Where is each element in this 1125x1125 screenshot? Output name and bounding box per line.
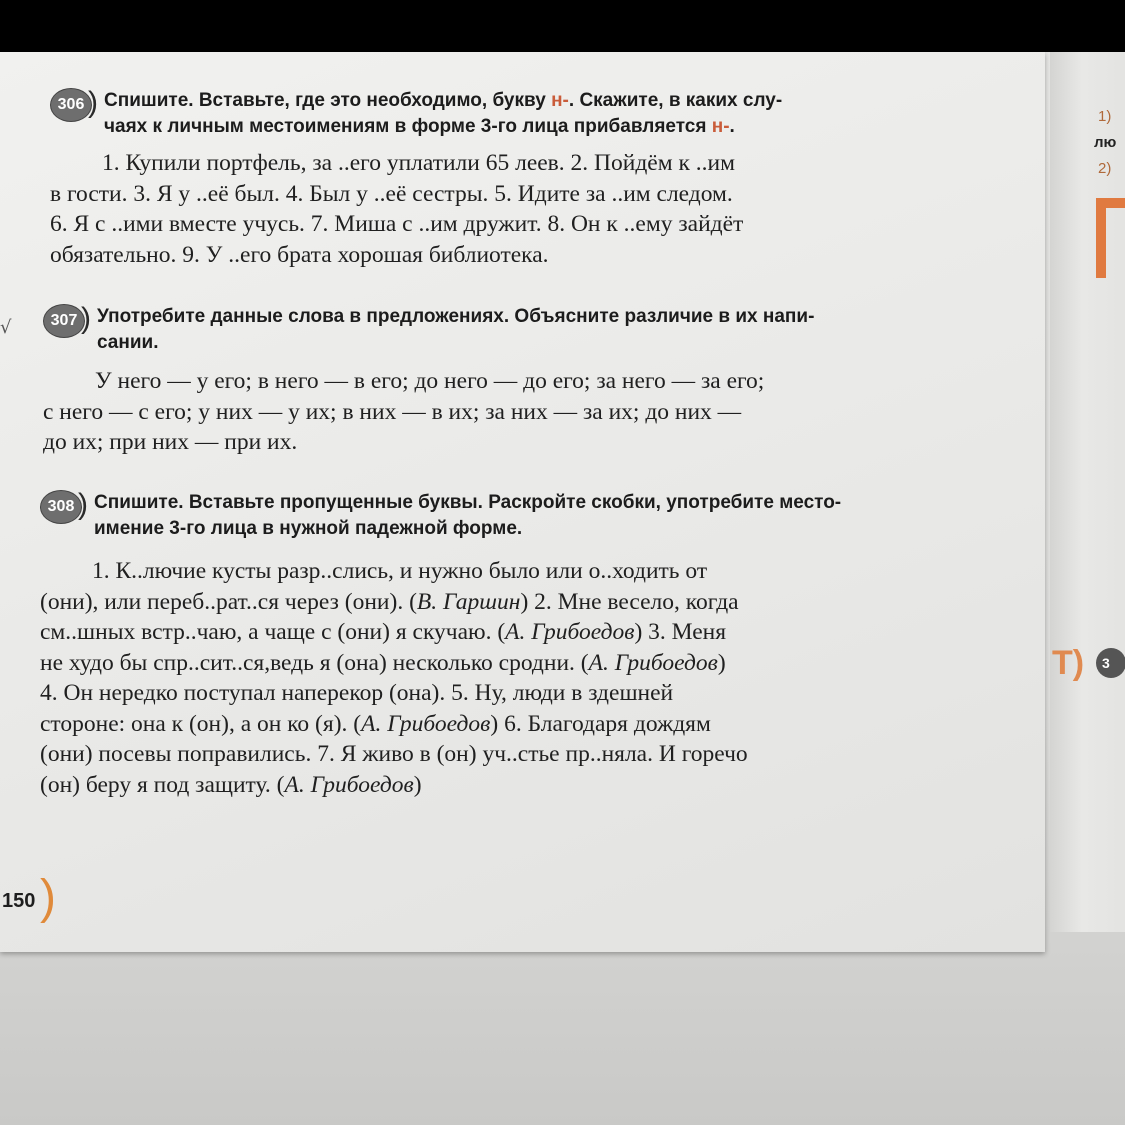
photo-background xyxy=(0,52,1125,1125)
facing-page-badge: 3 xyxy=(1096,648,1125,678)
text-line: У него — у его; в него — в его; до него — до его; за него — за его; xyxy=(95,368,765,394)
text-line: в гости. 3. Я у ..её был. 4. Был у ..её сестры. 5. Идите за ..им следом. xyxy=(50,180,733,207)
textbook-page xyxy=(0,52,1045,952)
text-line: (они) посевы поправились. 7. Я живо в (он) уч..стье пр..няла. И горечо xyxy=(40,741,748,767)
text-line: 1. Купили портфель, за ..его уплатили 65 леев. 2. Пойдём к ..им xyxy=(102,150,735,176)
text-line: (они), или переб..рат..ся через (они). (В. Гаршин) 2. Мне весело, когда xyxy=(40,588,739,615)
facing-page-orange-mark xyxy=(1096,198,1125,278)
exercise-text xyxy=(43,366,933,458)
exercise-308 xyxy=(40,490,960,800)
page-number: 150 xyxy=(2,890,36,912)
text-line: до их; при них — при их. xyxy=(43,429,298,455)
exercise-number-badge: 307 xyxy=(43,304,85,338)
text-line: обязательно. 9. У ..его брата хорошая библиотека. xyxy=(50,241,549,268)
badge-bracket: ) xyxy=(88,86,98,119)
text-line: 6. Я с ..ими вместе учусь. 7. Миша с ..им дружит. 8. Он к ..ему зайдёт xyxy=(50,211,744,237)
exercise-task: Употребите данные слова в предложениях. Объясните различие в их напи- сании. xyxy=(97,306,815,353)
exercise-text xyxy=(40,556,960,800)
exercise-307 xyxy=(43,304,933,458)
text-line: (он) беру я под защиту. (А. Грибоедов) xyxy=(40,771,422,798)
exercise-number-badge: 308 xyxy=(40,490,82,524)
facing-page-marker: 2) xyxy=(1098,160,1112,177)
text-line: стороне: она к (он), а он ко (я). (А. Грибоедов) 6. Благодаря дождям xyxy=(40,710,711,737)
badge-bracket: ) xyxy=(78,488,88,521)
text-line: 4. Он нередко поступал наперекор (она). 5. Ну, люди в здешней xyxy=(40,680,674,706)
margin-mark: √ xyxy=(0,317,12,338)
exercise-number-badge: 306 xyxy=(50,88,92,122)
exercise-text xyxy=(50,148,930,270)
exercise-306 xyxy=(50,88,930,270)
facing-page-marker: 1) xyxy=(1098,108,1112,125)
exercise-task: Спишите. Вставьте, где это необходимо, букву н-. Скажите, в каких слу- чаях к личным местоимениям в форме 3-го лица прибавляется н-. xyxy=(104,90,783,137)
text-line: см..шных встр..чаю, а чаще с (они) я скучаю. (А. Грибоедов) 3. Меня xyxy=(40,619,727,645)
page-number-bracket: ) xyxy=(40,871,56,924)
facing-page-letter: Т) xyxy=(1052,644,1085,682)
facing-page-edge xyxy=(1050,52,1125,932)
text-line: не худо бы спр..сит..ся,ведь я (она) несколько сродни. (А. Грибоедов) xyxy=(40,649,726,676)
badge-bracket: ) xyxy=(81,302,91,335)
text-line: с него — с его; у них — у их; в них — в их; за них — за их; до них — xyxy=(43,398,742,425)
text-line: 1. К..лючие кусты разр..слись, и нужно было или о..ходить от xyxy=(92,558,708,584)
exercise-task: Спишите. Вставьте пропущенные буквы. Раскройте скобки, употребите место- имение 3-го лица в нужной падежной форме. xyxy=(94,492,842,539)
facing-page-word: лю xyxy=(1094,134,1117,151)
